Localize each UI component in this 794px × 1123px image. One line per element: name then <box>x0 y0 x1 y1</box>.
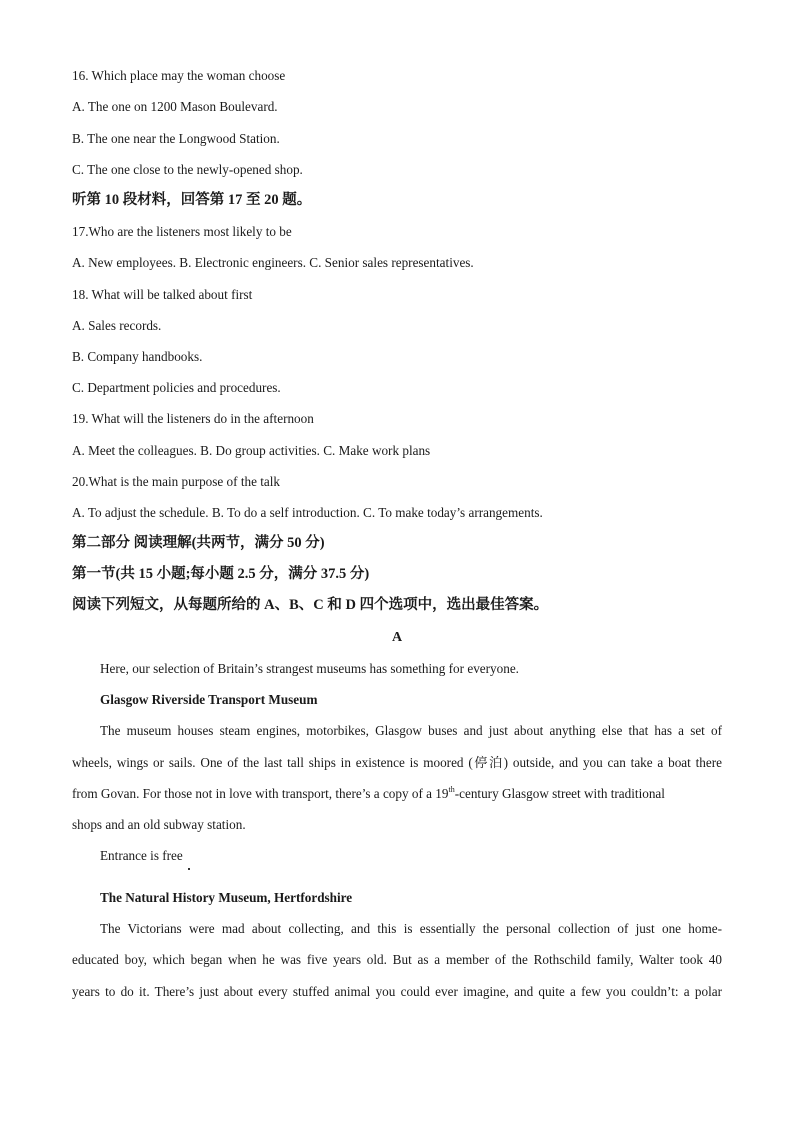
museum1-name: Glasgow Riverside Transport Museum <box>100 692 318 707</box>
section10-instruction: 听第 10 段材料，回答第 17 至 20 题。 <box>72 192 312 208</box>
museum1-line3-pre: from Govan. For those not in love with transport, there’s a copy of a 19 <box>72 786 449 801</box>
museum1-line1: The museum houses steam engines, motorbikes, Glasgow buses and just about anything else that has a set of <box>100 723 722 738</box>
museum2-line2: educated boy, which began when he was five years old. But as a member of the Rothschild family, Walter took 40 <box>72 952 722 967</box>
museum1-line4: shops and an old subway station. <box>72 817 246 832</box>
q18-option-a: A. Sales records. <box>72 318 162 333</box>
q16-question: 16. Which place may the woman choose <box>72 68 286 83</box>
museum2-line1: The Victorians were mad about collecting, and this is essentially the personal collection of just one home- <box>100 921 722 936</box>
museum2-name: The Natural History Museum, Hertfordshire <box>100 890 353 905</box>
museum1-line3-post: -century Glasgow street with traditional <box>454 786 665 801</box>
museum1-line3 <box>72 786 722 804</box>
passage-label: A <box>391 630 403 645</box>
q19-question: 19. What will the listeners do in the afternoon <box>72 411 314 426</box>
q17-options: A. New employees. B. Electronic engineers. C. Senior sales representatives. <box>72 255 474 270</box>
q19-options: A. Meet the colleagues. B. Do group activities. C. Make work plans <box>72 443 431 458</box>
passage-intro: Here, our selection of Britain’s strangest museums has something for everyone. <box>100 661 519 676</box>
museum1-entrance: Entrance is free <box>100 848 183 863</box>
q20-question: 20.What is the main purpose of the talk <box>72 474 281 489</box>
reading-part-title: 第二部分 阅读理解(共两节，满分 50 分) <box>72 535 325 551</box>
q16-option-c: C. The one close to the newly-opened shop. <box>72 162 303 177</box>
museum2-line3: years to do it. There’s just about every stuffed animal you could ever imagine, and quite a few you couldn’t: a polar <box>72 984 722 999</box>
q18-question: 18. What will be talked about first <box>72 287 253 302</box>
reading-instruction: 阅读下列短文，从每题所给的 A、B、C 和 D 四个选项中，选出最佳答案。 <box>72 597 549 613</box>
museum1-line3-sup: th <box>448 785 455 794</box>
reading-section-title: 第一节(共 15 小题;每小题 2.5 分，满分 37.5 分) <box>72 566 370 582</box>
q17-question: 17.Who are the listeners most likely to be <box>72 224 292 239</box>
museum1-line2: wheels, wings or sails. One of the last tall ships in existence is moored (停泊) outside, and you can take a boat there <box>72 755 722 770</box>
q16-option-a: A. The one on 1200 Mason Boulevard. <box>72 99 278 114</box>
q16-option-b: B. The one near the Longwood Station. <box>72 131 280 146</box>
q18-option-c: C. Department policies and procedures. <box>72 380 281 395</box>
q20-options: A. To adjust the schedule. B. To do a self introduction. C. To make today’s arrangements. <box>72 505 543 520</box>
stray-dot <box>188 868 190 870</box>
q18-option-b: B. Company handbooks. <box>72 349 203 364</box>
